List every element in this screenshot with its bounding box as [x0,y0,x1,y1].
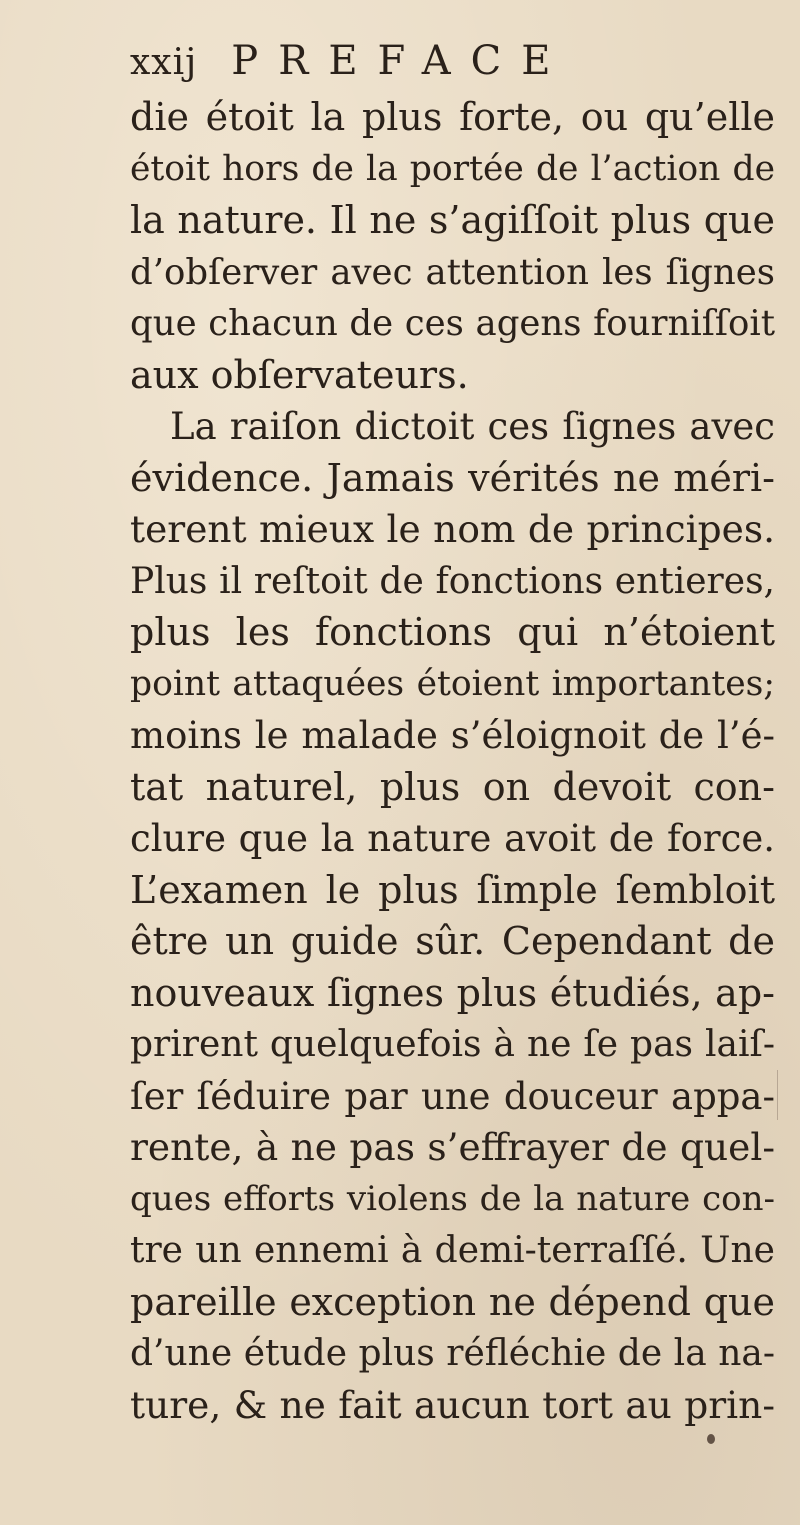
text-line: évidence. Jamais vérités ne méri- [130,455,775,500]
text-line: être un guide sûr. Cependant de [130,919,775,963]
text-line: L’examen le plus ſimple ſembloit [130,867,775,912]
text-line: étoit hors de la portée de l’action de [130,148,775,189]
text-line: la nature. Il ne s’agiſſoit plus que [130,198,775,242]
paper-crease [777,1070,778,1120]
text-line: rente, à ne pas s’effrayer de quel- [130,1125,775,1169]
page-number: xxij [130,42,198,83]
body-text [130,92,775,1431]
page-header [130,38,570,88]
text-line: ques efforts violens de la nature con- [130,1178,775,1219]
text-line: clure que la nature avoit de force. [130,817,775,860]
text-line: die étoit la plus forte, ou qu’elle [130,95,775,139]
text-line: d’obſerver avec attention les ſignes [130,251,775,293]
ink-spot [707,1434,715,1444]
text-line: tat naturel, plus on devoit con- [130,764,775,809]
text-line: ſer ſéduire par une douceur appa- [130,1074,775,1118]
text-line: aux obſervateurs. [130,352,469,397]
text-line: terent mieux le nom de principes. [130,507,775,551]
text-line: point attaquées étoient importantes; [130,663,775,704]
text-line: Plus il reſtoit de fonctions entieres, [130,560,775,602]
text-line: La raiſon dictoit ces ſignes avec [170,405,775,448]
text-line: que chacun de ces agens fourniſſoit [130,303,775,344]
text-line: tre un ennemi à demi-terraſſé. Une [130,1230,775,1271]
text-line: moins le malade s’éloignoit de l’é- [130,714,775,757]
text-line: prirent quelquefois à ne ſe pas laiſ- [130,1024,775,1065]
text-line: d’une étude plus réfléchie de la na- [130,1333,775,1374]
text-line: ture, & ne fait aucun tort au prin- [130,1382,775,1427]
text-line: plus les fonctions qui n’étoient [130,610,775,654]
running-title: PREFACE [231,38,571,84]
text-line: pareille exception ne dépend que [130,1279,775,1324]
text-line: nouveaux ſignes plus étudiés, ap- [130,970,775,1015]
